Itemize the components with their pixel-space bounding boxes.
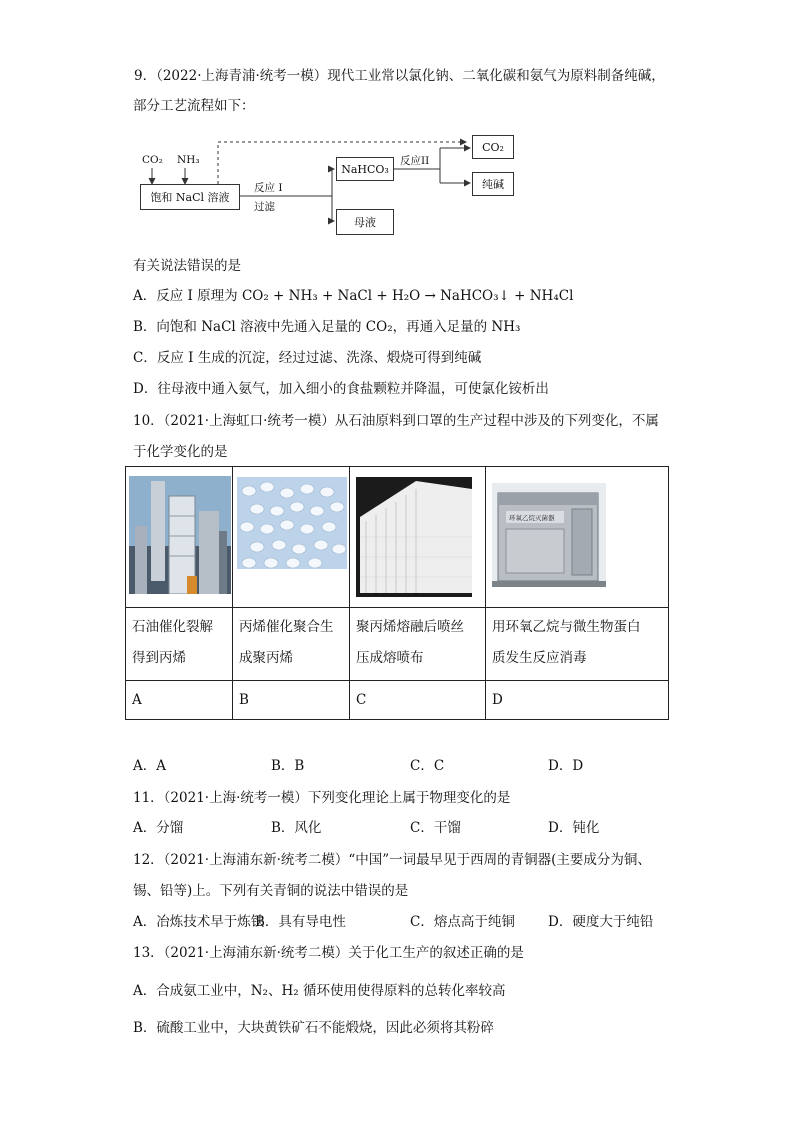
q10-option-d: D．D — [548, 758, 584, 774]
q9-option-a: A．反应 I 原理为 CO₂ + NH₃ + NaCl + H₂O → NaHCO₃↓ + NH₄Cl — [133, 288, 574, 304]
q9-stem-line2: 部分工艺流程如下： — [133, 98, 255, 114]
cell-a-desc: 石油催化裂解 得到丙烯 — [126, 608, 233, 681]
soda-ash-box: 纯碱 — [472, 172, 514, 196]
q10-option-c: C．C — [410, 758, 445, 774]
cell-b-image — [233, 467, 350, 608]
nh3-input-label: NH₃ — [177, 154, 200, 166]
refinery-image — [129, 476, 231, 594]
nahco3-box: NaHCO₃ — [336, 157, 394, 181]
cell-b-letter: B — [233, 681, 350, 720]
reaction2-label: 反应II — [400, 155, 430, 167]
q11-option-d: D．钝化 — [548, 820, 600, 836]
cell-c-desc: 聚丙烯熔融后喷丝 压成熔喷布 — [350, 608, 486, 681]
q12-stem-line2: 锡、铅等)上。下列有关青铜的说法中错误的是 — [133, 883, 409, 899]
device-plate-text: 环氧乙烷灭菌器 — [509, 514, 555, 522]
q12-option-a: A．冶炼技术早于炼铁 — [133, 914, 265, 930]
cell-a-image — [126, 467, 233, 608]
q10-option-b: B．B — [271, 758, 305, 774]
filter-label: 过滤 — [254, 201, 275, 213]
cell-b-desc: 丙烯催化聚合生 成聚丙烯 — [233, 608, 350, 681]
meltblown-fabric-image — [356, 477, 472, 597]
q9-option-b: B．向饱和 NaCl 溶液中先通入足量的 CO₂，再通入足量的 NH₃ — [133, 319, 521, 335]
co2-output-box: CO₂ — [472, 135, 514, 159]
flow-diagram — [130, 132, 530, 242]
q10-stem-line2: 于化学变化的是 — [133, 444, 228, 460]
q13-option-a: A．合成氨工业中，N₂、H₂ 循环使用使得原料的总转化率较高 — [133, 983, 506, 999]
cell-d-desc: 用环氧乙烷与微生物蛋白 质发生反应消毒 — [486, 608, 669, 681]
cell-d-letter: D — [486, 681, 669, 720]
q13-stem: 13．（2021·上海浦东新·统考二模）关于化工生产的叙述正确的是 — [133, 945, 524, 961]
q11-option-a: A．分馏 — [133, 820, 184, 836]
cell-c-image — [350, 467, 486, 608]
q12-option-c: C．熔点高于纯铜 — [410, 914, 515, 930]
q12-option-b: B．具有导电性 — [255, 914, 346, 930]
q12-option-d: D．硬度大于纯铅 — [548, 914, 654, 930]
cell-d-image — [486, 467, 669, 608]
q9-option-d: D．往母液中通入氨气，加入细小的食盐颗粒并降温，可使氯化铵析出 — [133, 381, 549, 397]
co2-input-label: CO₂ — [142, 154, 163, 166]
q11-option-c: C．干馏 — [410, 820, 461, 836]
q9-stem-line1: 9．（2022·上海青浦·统考一模）现代工业常以氯化钠、二氧化碳和氨气为原料制备纯碱， — [134, 68, 665, 84]
q10-stem-line1: 10．（2021·上海虹口·统考一模）从石油原料到口罩的生产过程中涉及的下列变化，不属 — [133, 413, 659, 429]
nacl-solution-box: 饱和 NaCl 溶液 — [140, 184, 240, 210]
q11-stem: 11．（2021·上海·统考一模）下列变化理论上属于物理变化的是 — [133, 790, 511, 806]
reaction1-label: 反应 I — [254, 182, 283, 194]
mother-liquor-box: 母液 — [336, 209, 394, 235]
cell-a-letter: A — [126, 681, 233, 720]
q13-option-b: B．硫酸工业中，大块黄铁矿石不能煅烧，因此必须将其粉碎 — [133, 1020, 494, 1036]
sterilizer-device-image — [492, 483, 606, 587]
polypropylene-pellets-image — [237, 477, 347, 569]
q11-option-b: B．风化 — [271, 820, 322, 836]
cell-c-letter: C — [350, 681, 486, 720]
q10-table — [125, 466, 669, 720]
q9-option-c: C．反应 I 生成的沉淀，经过过滤、洗涤、煅烧可得到纯碱 — [133, 350, 482, 366]
q10-option-a: A．A — [133, 758, 166, 774]
q9-question: 有关说法错误的是 — [133, 258, 241, 274]
q12-stem-line1: 12．（2021·上海浦东新·统考二模）“中国”一词最早见于西周的青铜器(主要成分为铜、 — [133, 852, 651, 868]
